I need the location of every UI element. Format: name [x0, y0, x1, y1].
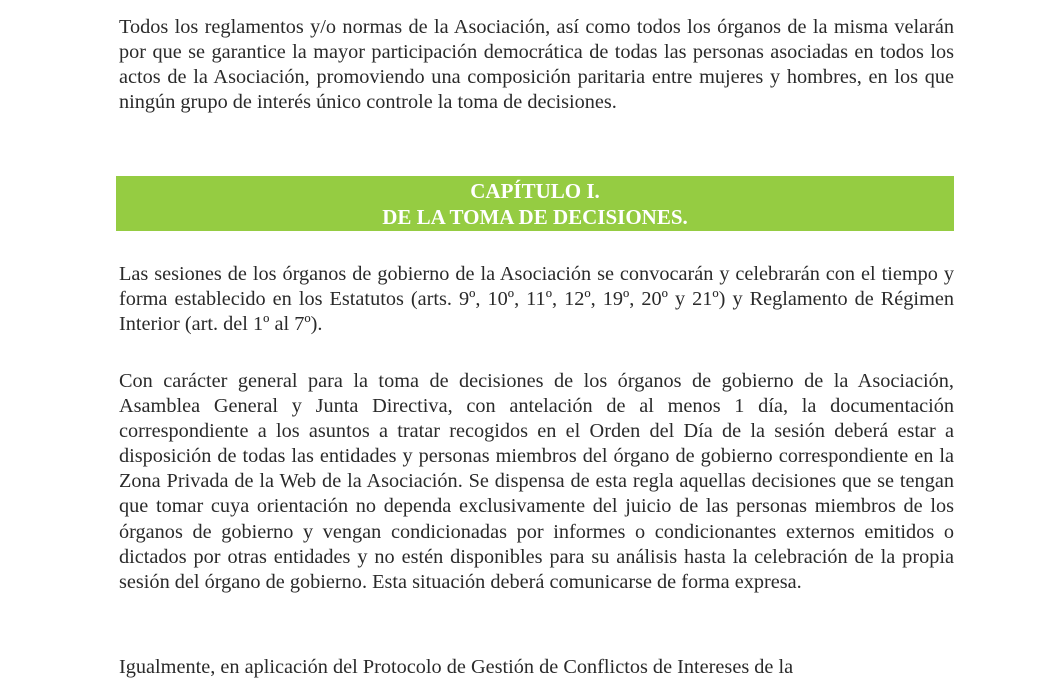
- chapter-number: CAPÍTULO I.: [470, 179, 600, 203]
- chapter-heading-band: [116, 176, 954, 231]
- decision-procedure-paragraph: Con carácter general para la toma de decisiones de los órganos de gobierno de la Asociación, Asamblea General y Junta Directiva, con antelación de al menos 1 día, la documentación correspondiente a los asuntos a tratar recogidos en el Orden del Día de la sesión deberá estar a disposición de todas las entidades y personas miembros del órgano de gobierno correspondiente en la Zona Privada de la Web de la Asociación. Se dispensa de esta regla aquellas decisiones que se tengan que tomar cuya orientación no dependa exclusivamente del juicio de las personas miembros de los órganos de gobierno y vengan condicionadas por informes o condicionantes externos emitidos o dictados por otras entidades y no estén disponibles para su análisis hasta la celebración de la propia sesión del órgano de gobierno. Esta situación deberá comunicarse de forma expresa.: [119, 370, 954, 593]
- intro-paragraph: Todos los reglamentos y/o normas de la Asociación, así como todos los órganos de la misma velarán por que se garantice la mayor participación democrática de todas las personas asociadas en todos los actos de la Asociación, promoviendo una composición paritaria entre mujeres y hombres, en los que ningún grupo de interés único controle la toma de decisiones.: [119, 16, 954, 114]
- sessions-paragraph: Las sesiones de los órganos de gobierno de la Asociación se convocarán y celebrarán con el tiempo y forma establecido en los Estatutos (arts. 9º, 10º, 11º, 12º, 19º, 20º y 21º) y Reglamento de Régimen Interior (art. del 1º al 7º).: [119, 263, 954, 336]
- conflict-protocol-paragraph: Igualmente, en aplicación del Protocolo de Gestión de Conflictos de Intereses de la: [119, 656, 794, 678]
- chapter-title: DE LA TOMA DE DECISIONES.: [382, 205, 688, 229]
